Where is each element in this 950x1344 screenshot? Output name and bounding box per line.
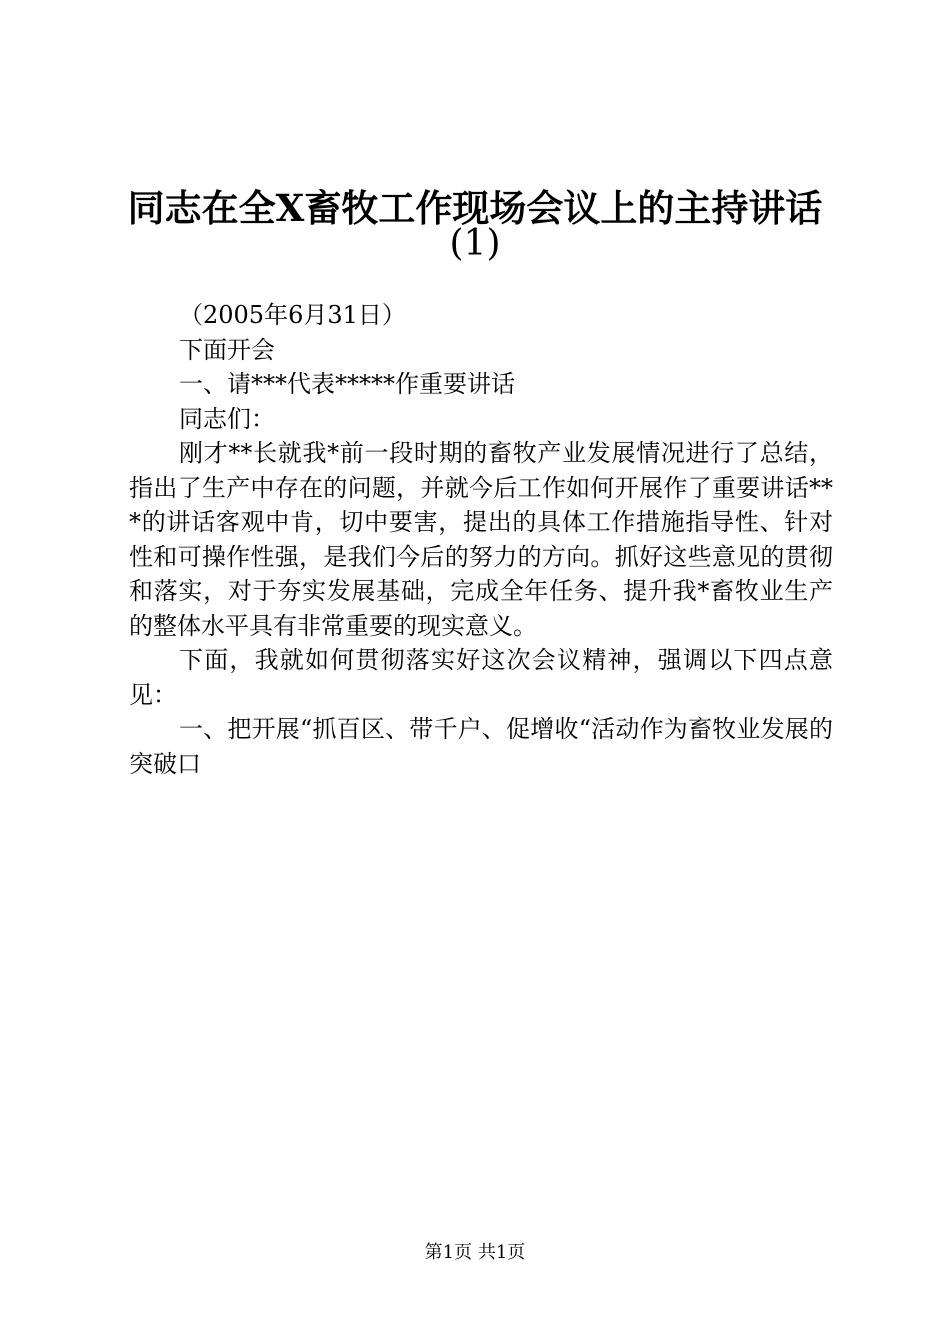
page-footer: 第1页 共1页 bbox=[424, 1242, 526, 1263]
paragraph-salutation: 同志们： bbox=[179, 404, 275, 433]
paragraph-summary: 刚才**长就我*前一段时期的畜牧产业发展情况进行了总结，指出了生产中存在的问题，并就今后工作如何开展作了重要讲话***的讲话客观中肯，切中要害，提出的具体工作措施指导性、针对性和可操作性强，是我们今后的努力的方向。抓好这些意见的贯彻和落实，对于夯实发展基础，完成全年任务、提升我*畜牧业生产的整体水平具有非常重要的现实意义。 bbox=[129, 439, 833, 640]
date-line: （2005年6月31日） bbox=[179, 301, 406, 329]
paragraph-point-one: 一、把开展“抓百区、带千户、促增收“活动作为畜牧业发展的突破口 bbox=[129, 715, 833, 778]
document-title: 同志在全X畜牧工作现场会议上的主持讲话 bbox=[127, 186, 823, 230]
paragraph-points-intro: 下面，我就如何贯彻落实好这次会议精神，强调以下四点意见： bbox=[129, 646, 833, 709]
paragraph-agenda-item: 一、请***代表*****作重要讲话 bbox=[179, 370, 515, 398]
document-body bbox=[129, 298, 833, 781]
paragraph-opening: 下面开会 bbox=[179, 335, 275, 364]
document-title-suffix: (1) bbox=[449, 223, 501, 264]
